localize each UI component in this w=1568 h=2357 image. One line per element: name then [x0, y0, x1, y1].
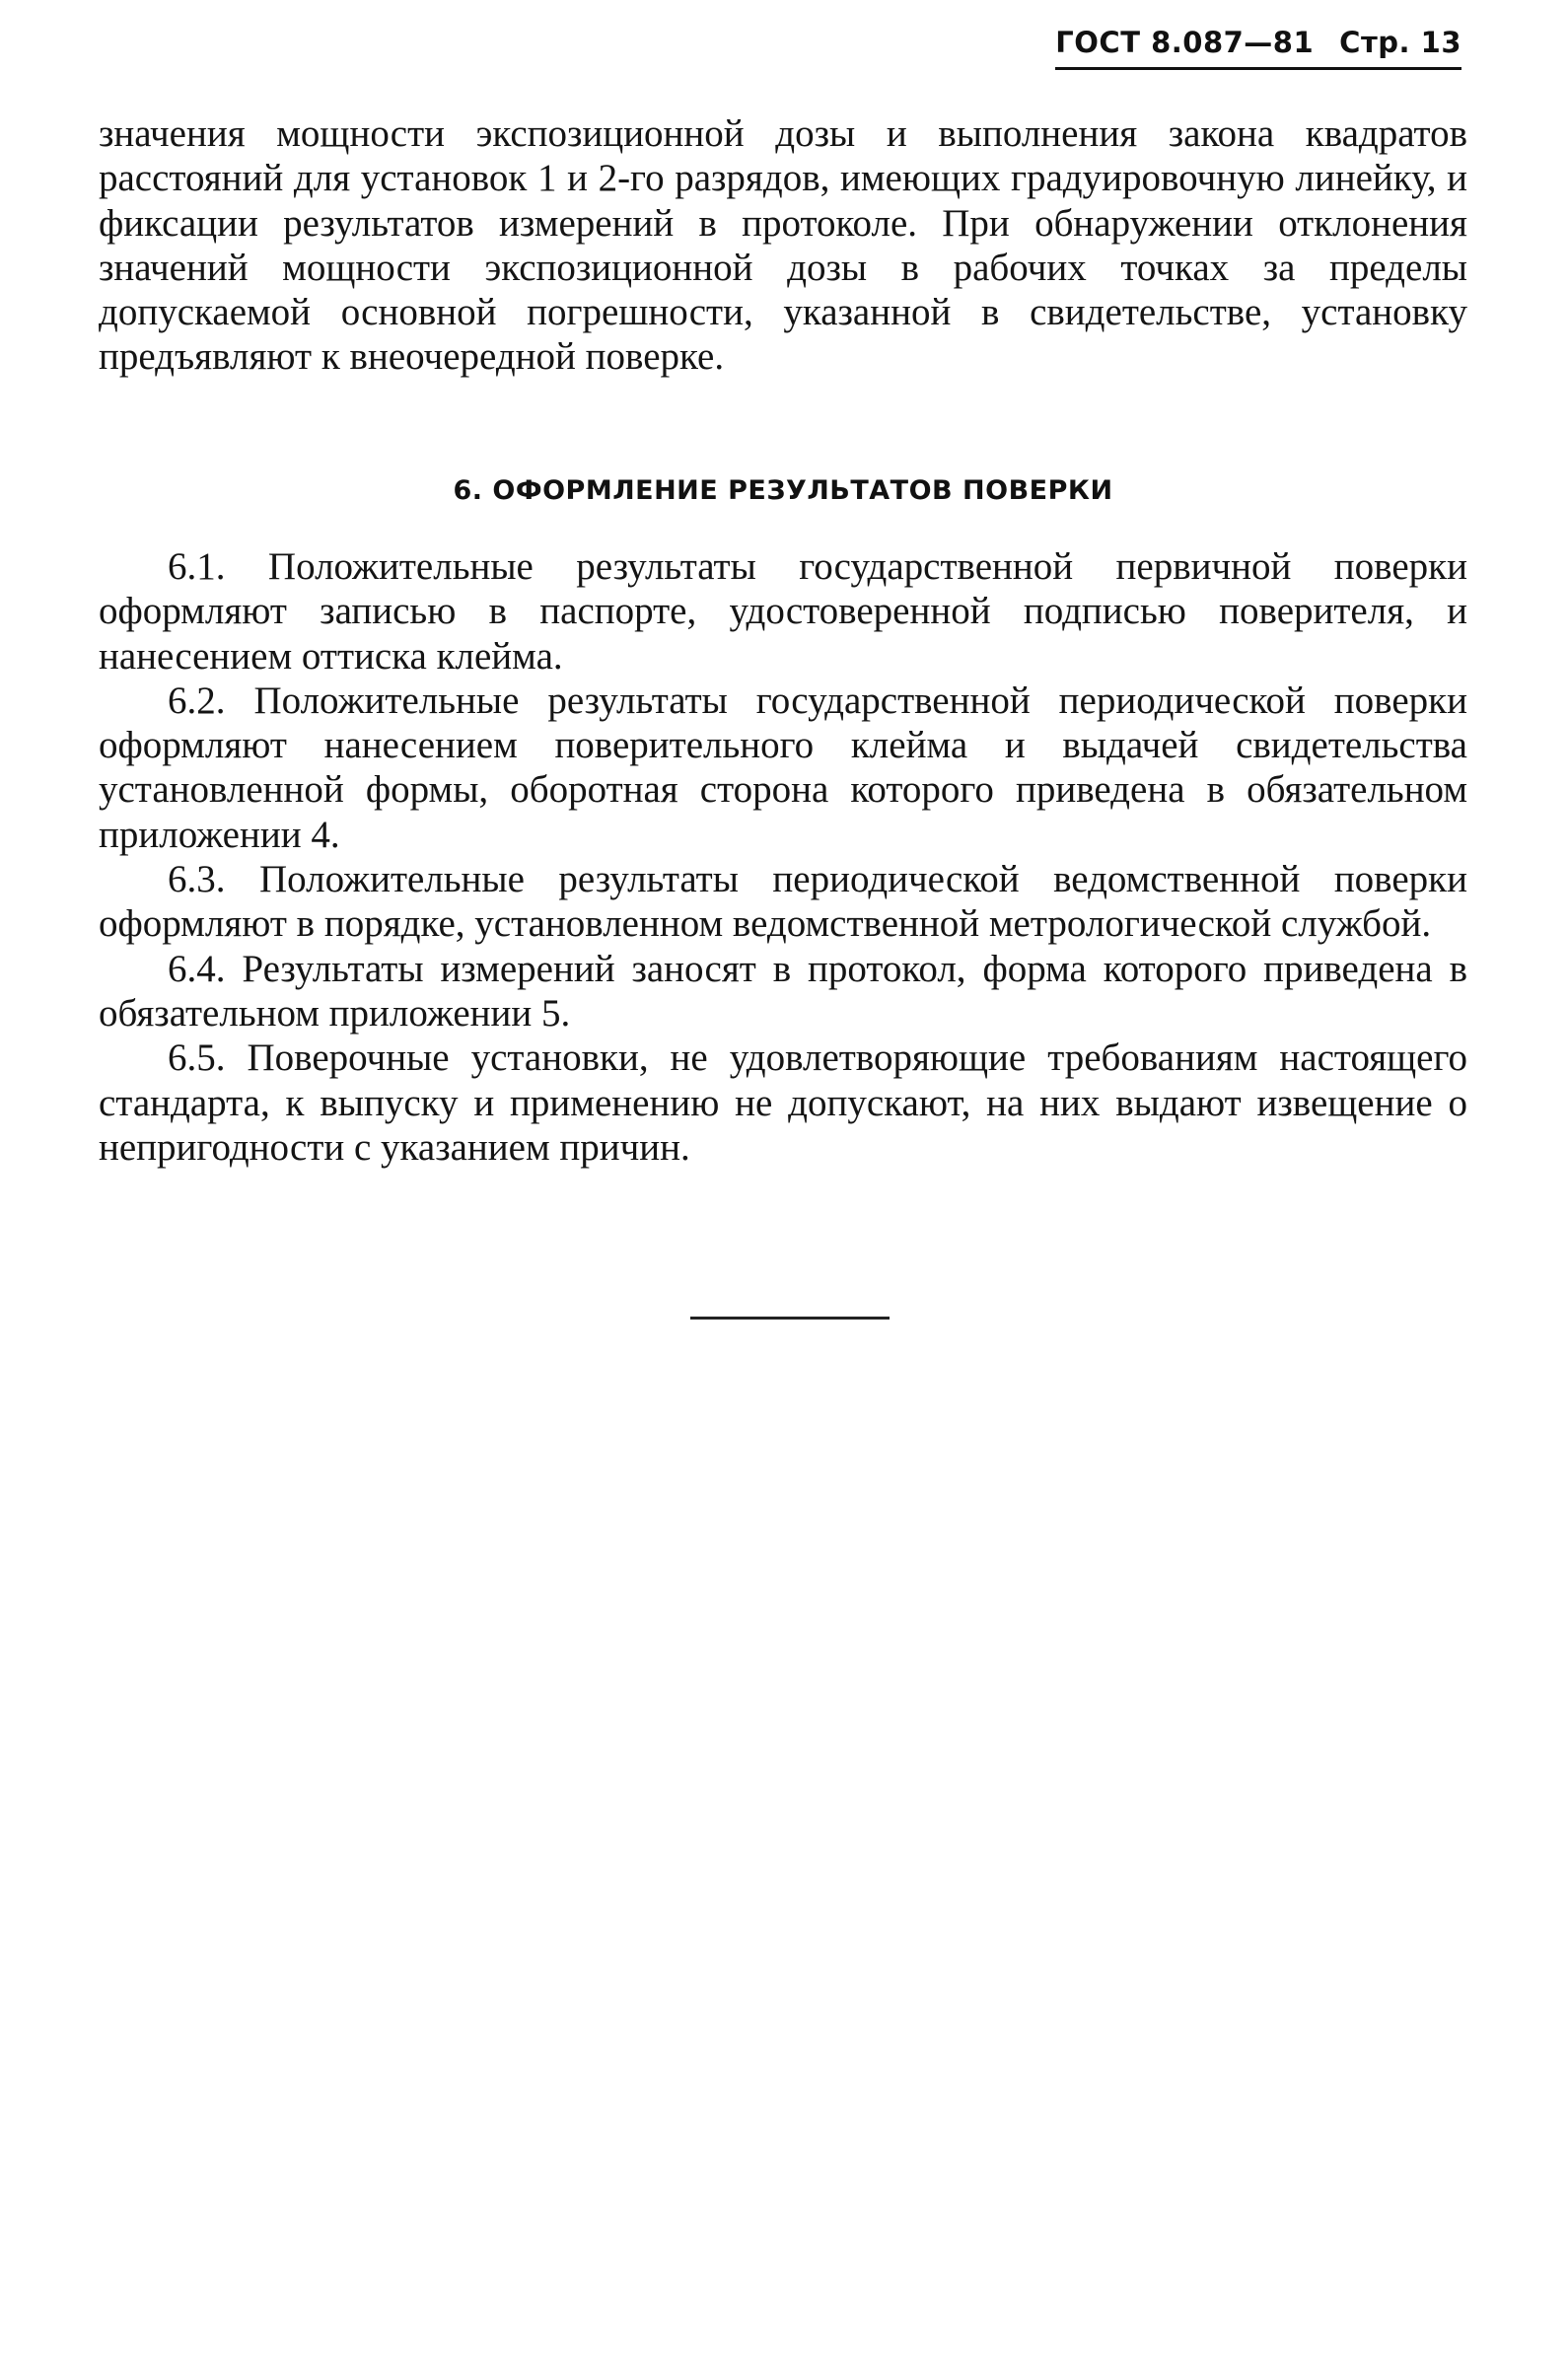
standard-number: ГОСТ 8.087—81: [1055, 26, 1315, 59]
item-6-1: 6.1. Положительные результаты государственной первичной поверки оформляют записью в паспорте, удостоверенной подписью поверителя, и нанесением оттиска клейма.: [99, 545, 1467, 678]
page-number: Стр. 13: [1339, 26, 1461, 59]
item-6-5: 6.5. Поверочные установки, не удовлетворяющие требованиям настоящего стандарта, к выпуску и применению не допускают, на них выдают извещение о непригодности с указанием причин.: [99, 1036, 1467, 1169]
section-items: [99, 544, 1467, 1170]
item-6-2: 6.2. Положительные результаты государственной периодической поверки оформляют нанесением поверительного клейма и выдачей свидетельства установленной формы, оборотная сторона которого приведена в обязательном приложении 4.: [99, 679, 1467, 856]
section-heading: 6. ОФОРМЛЕНИЕ РЕЗУЛЬТАТОВ ПОВЕРКИ: [453, 475, 1113, 506]
item-6-3: 6.3. Положительные результаты периодической ведомственной поверки оформляют в порядке, установленном ведомственной метрологической службой.: [99, 858, 1467, 946]
intro-paragraph: значения мощности экспозиционной дозы и выполнения закона квадратов расстояний для установок 1 и 2-го разрядов, имеющих градуировочную линейку, и фиксации результатов измерений в протоколе. При обнаружении отклонения значений мощности экспозиционной дозы в рабочих точках за пределы допускаемой основной погрешности, указанной в свидетельстве, установку предъявляют к внеочередной поверке.: [99, 112, 1467, 379]
running-header: [1055, 26, 1461, 70]
end-divider: [690, 1317, 890, 1320]
intro-block: [99, 111, 1467, 380]
item-6-4: 6.4. Результаты измерений заносят в протокол, форма которого приведена в обязательном приложении 5.: [99, 947, 1467, 1035]
